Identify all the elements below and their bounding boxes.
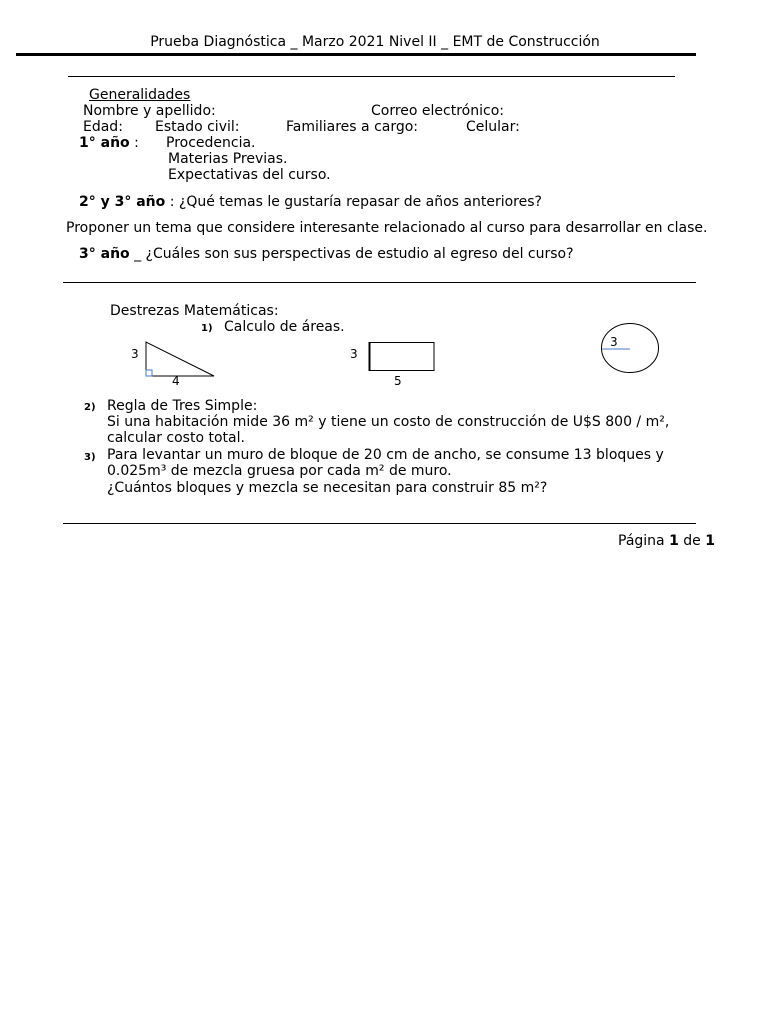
triangle-shape <box>146 342 214 376</box>
civil-status-label: Estado civil: <box>155 119 240 135</box>
section-rule-top <box>68 76 675 77</box>
triangle-side-label: 3 <box>131 347 139 361</box>
section-rule-bottom <box>63 523 696 524</box>
first-year-label: 1° año <box>79 135 130 151</box>
question-2-line: Si una habitación mide 36 m² y tiene un costo de construcción de U$S 800 / m², <box>107 414 670 430</box>
header-rule <box>16 53 696 56</box>
question-number: 3) <box>84 452 96 463</box>
triangle-base-label: 4 <box>172 374 180 388</box>
triangle-figure <box>125 338 235 388</box>
circle-radius-label: 3 <box>610 335 618 349</box>
question-3-line: 0.025m³ de mezcla gruesa por cada m² de muro. <box>107 463 452 479</box>
third-year-label: 3° año <box>79 246 130 262</box>
circle-figure <box>595 318 665 378</box>
question-3-line: Para levantar un muro de bloque de 20 cm de ancho, se consume 13 bloques y <box>107 447 664 463</box>
second-third-year-text: : ¿Qué temas le gustaría repasar de años anteriores? <box>165 194 542 210</box>
current-page: 1 <box>669 533 679 549</box>
third-year-text: _ ¿Cuáles son sus perspectivas de estudio al egreso del curso? <box>129 246 574 262</box>
third-year-question <box>79 246 574 262</box>
propose-topic-text: Proponer un tema que considere interesante relacionado al curso para desarrollar en clase. <box>66 220 708 236</box>
first-year-sep: : <box>129 135 139 151</box>
question-3-line: ¿Cuántos bloques y mezcla se necesitan para construir 85 m²? <box>107 480 548 496</box>
section-rule-middle <box>63 282 696 283</box>
age-label: Edad: <box>83 119 123 135</box>
second-third-year-question <box>79 194 542 210</box>
first-year-item: Materias Previas. <box>168 151 288 167</box>
rectangle-shape <box>369 343 434 371</box>
first-year-item: Procedencia. <box>166 135 256 151</box>
math-heading: Destrezas Matemáticas: <box>110 303 279 319</box>
question-2-line: calcular costo total. <box>107 430 245 446</box>
email-label: Correo electrónico: <box>371 103 504 119</box>
question-number: 1) <box>201 323 213 334</box>
rectangle-base-label: 5 <box>394 374 402 388</box>
generalidades-heading: Generalidades <box>89 87 191 103</box>
page-word: Página <box>618 533 665 549</box>
rectangle-side-label: 3 <box>350 347 358 361</box>
second-third-year-label: 2° y 3° año <box>79 194 166 210</box>
page-number <box>618 533 715 549</box>
question-number: 2) <box>84 402 96 413</box>
document-header-title: Prueba Diagnóstica _ Marzo 2021 Nivel II _ EMT de Construcción <box>150 34 600 50</box>
total-pages: 1 <box>705 533 715 549</box>
name-label: Nombre y apellido: <box>83 103 216 119</box>
question-1-text: Calculo de áreas. <box>224 319 345 335</box>
first-year-line <box>79 135 139 151</box>
family-label: Familiares a cargo: <box>286 119 419 135</box>
question-2-title: Regla de Tres Simple: <box>107 398 258 414</box>
right-angle-mark <box>146 370 152 376</box>
of-word: de <box>683 533 701 549</box>
phone-label: Celular: <box>466 119 520 135</box>
first-year-item: Expectativas del curso. <box>168 167 331 183</box>
rectangle-figure <box>345 338 455 388</box>
